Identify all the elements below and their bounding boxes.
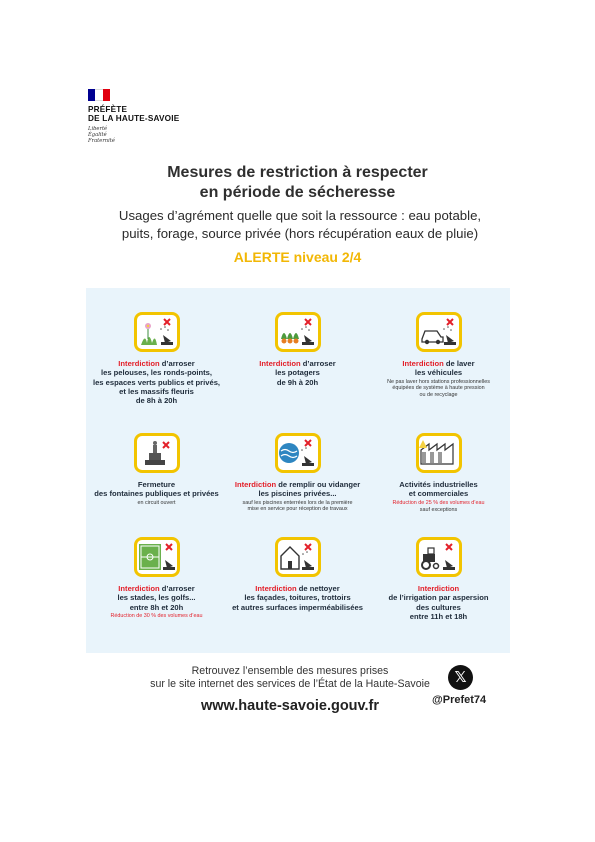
measure-lead: Interdiction	[118, 584, 160, 593]
prefecture-name: PRÉFÈTE DE LA HAUTE-SAVOIE	[88, 105, 180, 123]
measure-note: Ne pas laver hors stations professionnelles équipées de système à haute pression ou de recyclage	[387, 378, 490, 398]
measure-card-vehicles	[368, 312, 509, 398]
measure-text: Fermeture des fontaines publiques et privées	[94, 480, 219, 499]
website-link[interactable]: www.haute-savoie.gouv.fr	[200, 698, 380, 714]
measure-text: de laver les véhicules	[414, 359, 475, 378]
measure-note-red: Réduction de 30 % des volumes d’eau	[110, 612, 203, 619]
tractor-irrigation-icon	[416, 537, 462, 577]
measure-card-lawns	[86, 312, 227, 405]
measures-panel	[86, 288, 510, 653]
footer	[130, 665, 450, 714]
measure-text: d’arroser les stades, les golfs... entre 8h et 20h	[117, 584, 196, 612]
x-logo-icon[interactable]: 𝕏	[448, 665, 473, 690]
measure-card-facades	[227, 537, 368, 612]
prefecture-logo	[88, 89, 218, 144]
measure-text: de remplir ou vidanger les piscines privées...	[258, 480, 361, 499]
measure-lead: Interdiction	[417, 584, 460, 593]
social-handle[interactable]: @Prefet74	[432, 694, 487, 706]
measure-card-industry	[368, 433, 509, 514]
stadium-icon	[134, 537, 180, 577]
car-wash-icon	[416, 312, 462, 352]
measure-text: Activités industrielles et commerciales	[399, 480, 478, 499]
measure-card-irrigation	[368, 537, 509, 621]
measure-text: d’arroser les potagers de 9h à 20h	[275, 359, 336, 387]
measure-lead: Interdiction	[402, 359, 444, 368]
french-flag-icon	[88, 89, 110, 101]
fountain-icon	[134, 433, 180, 473]
measure-card-stadiums	[86, 537, 227, 619]
measure-text: de nettoyer les façades, toitures, trottoirs et autres surfaces imperméabilisées	[232, 584, 363, 612]
measure-note: en circuit ouvert	[137, 499, 176, 506]
republic-motto: Liberté Égalité Fraternité	[88, 126, 115, 144]
flower-watering-icon	[134, 312, 180, 352]
measure-note: sauf exceptions	[419, 507, 458, 514]
house-cleaning-icon	[275, 537, 321, 577]
factory-icon	[416, 433, 462, 473]
measure-note: sauf les piscines enterrées lors de la première mise en service pour réception de travaux	[242, 499, 353, 513]
measure-card-pools	[227, 433, 368, 513]
page-title: Mesures de restriction à respecter en période de sécheresse	[167, 164, 428, 201]
measure-lead: Interdiction	[118, 359, 160, 368]
page-subtitle: Usages d’agrément quelle que soit la ressource : eau potable, puits, forage, source privée (hors récupération eaux de pluie)	[118, 208, 482, 241]
measure-lead: Interdiction	[255, 584, 297, 593]
measure-note-red: Réduction de 25 % des volumes d’eau	[392, 499, 485, 506]
measure-lead: Interdiction	[234, 480, 277, 489]
measure-text: de l’irrigation par aspersion des cultures entre 11h et 18h	[388, 593, 489, 621]
measure-lead: Interdiction	[259, 359, 301, 368]
measure-card-vegetable-gardens	[227, 312, 368, 387]
swimming-pool-icon	[275, 433, 321, 473]
measure-card-fountains	[86, 433, 227, 506]
alert-level: ALERTE niveau 2/4	[233, 249, 362, 265]
vegetable-garden-icon	[275, 312, 321, 352]
measure-text: d’arroser les pelouses, les ronds-points, les espaces verts publics et privés, et les massifs fleuris de 8h à 20h	[92, 359, 221, 406]
footer-info: Retrouvez l’ensemble des mesures prises sur le site internet des services de l’État de la Haute-Savoie	[150, 665, 430, 690]
